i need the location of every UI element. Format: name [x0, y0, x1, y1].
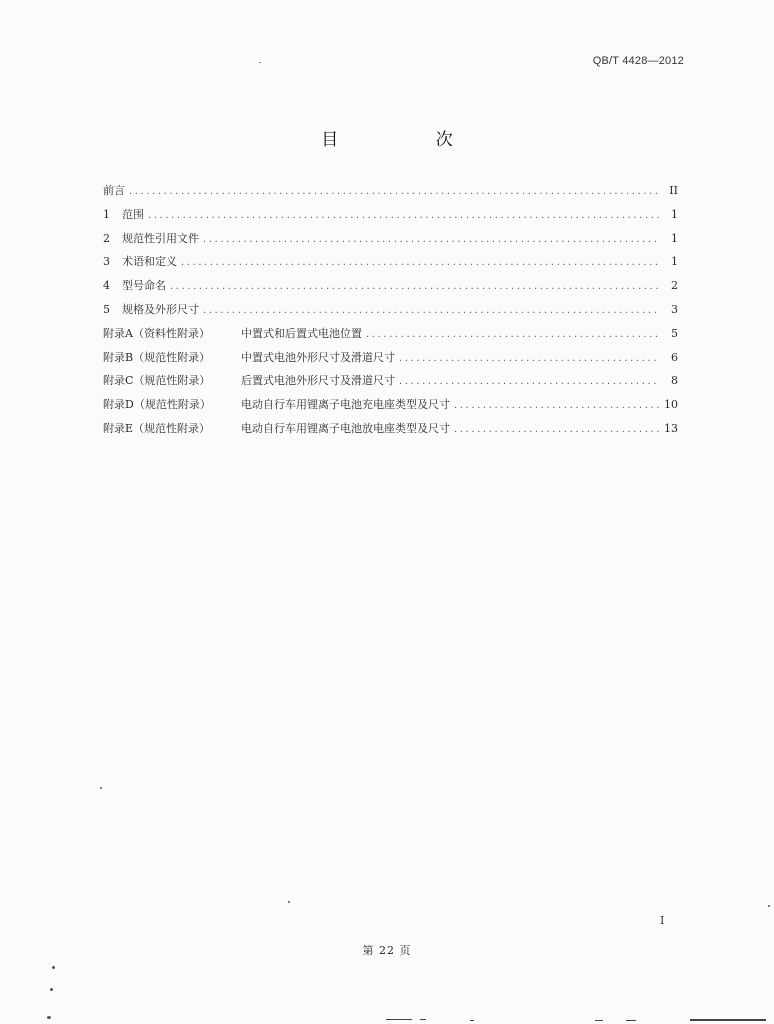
toc-entry-number: 1	[103, 207, 110, 221]
toc-entry-annex-c[interactable]	[103, 374, 678, 398]
toc-entry-number: 附录B（规范性附录）	[103, 350, 211, 364]
toc-entry-normative-references[interactable]	[103, 232, 678, 256]
toc-leader-dots	[203, 233, 660, 247]
toc-entry-scope[interactable]	[103, 208, 678, 232]
toc-entry-number: 附录E（规范性附录）	[103, 421, 211, 435]
toc-leader-dots	[399, 352, 660, 366]
scan-line	[595, 1020, 603, 1021]
scan-speck	[50, 988, 53, 991]
toc-entry-page: 5	[671, 326, 678, 340]
scan-line	[386, 1019, 412, 1020]
roman-page-number: I	[660, 914, 665, 927]
toc-entry-annex-d[interactable]	[103, 398, 678, 422]
toc-entry-annex-b[interactable]	[103, 351, 678, 375]
toc-leader-dots	[454, 399, 660, 413]
toc-entry-foreword[interactable]	[103, 184, 678, 208]
toc-leader-dots	[129, 185, 660, 199]
toc-entry-label: 范围	[122, 207, 144, 221]
scan-line	[470, 1020, 474, 1021]
table-of-contents	[103, 184, 678, 446]
toc-entry-annex-e[interactable]	[103, 422, 678, 446]
toc-leader-dots	[181, 256, 660, 270]
toc-entry-number: 附录D（规范性附录）	[103, 398, 211, 412]
scan-line	[626, 1020, 636, 1021]
toc-entry-label: 规范性引用文件	[122, 231, 199, 245]
toc-entry-number: 4	[103, 279, 110, 293]
toc-entry-page: 1	[671, 207, 678, 221]
toc-entry-page: 2	[671, 279, 678, 293]
toc-entry-page: II	[669, 184, 678, 197]
toc-entry-number: 2	[103, 231, 110, 245]
toc-entry-label: 规格及外形尺寸	[122, 302, 199, 316]
toc-leader-dots	[454, 423, 660, 437]
toc-entry-label: 型号命名	[122, 279, 166, 293]
toc-entry-label: 前言	[103, 184, 125, 197]
toc-entry-label: 术语和定义	[122, 255, 177, 269]
toc-leader-dots	[399, 375, 660, 389]
toc-entry-annex-a[interactable]	[103, 327, 678, 351]
scan-speck	[47, 1016, 51, 1019]
toc-entry-label: 后置式电池外形尺寸及滑道尺寸	[241, 374, 395, 388]
scan-speck	[768, 905, 770, 907]
scan-speck	[288, 901, 290, 903]
scan-speck	[52, 966, 55, 969]
toc-entry-model-naming[interactable]	[103, 279, 678, 303]
scan-line	[420, 1019, 426, 1020]
toc-entry-terms-definitions[interactable]	[103, 255, 678, 279]
toc-entry-number: 附录A（资料性附录）	[103, 326, 210, 340]
toc-entry-number: 附录C（规范性附录）	[103, 374, 211, 388]
toc-entry-page: 1	[671, 255, 678, 269]
toc-entry-page: 10	[664, 398, 678, 412]
toc-leader-dots	[148, 209, 660, 223]
footer-page-label: 第 22 页	[362, 944, 412, 957]
toc-entry-specifications[interactable]	[103, 303, 678, 327]
toc-entry-page: 3	[671, 302, 678, 316]
toc-leader-dots	[366, 328, 660, 342]
toc-leader-dots	[170, 280, 660, 294]
toc-entry-label: 电动自行车用锂离子电池充电座类型及尺寸	[241, 398, 450, 412]
toc-entry-number: 5	[103, 302, 110, 316]
toc-entry-label: 电动自行车用锂离子电池放电座类型及尺寸	[241, 421, 450, 435]
toc-entry-page: 13	[664, 421, 678, 435]
toc-entry-label: 中置式和后置式电池位置	[241, 326, 362, 340]
toc-leader-dots	[203, 304, 660, 318]
scan-speck	[259, 62, 261, 63]
toc-entry-page: 8	[671, 374, 678, 388]
scan-speck	[100, 787, 102, 789]
page-title: 目 次	[321, 130, 499, 150]
toc-entry-number: 3	[103, 255, 110, 269]
toc-entry-label: 中置式电池外形尺寸及滑道尺寸	[241, 350, 395, 364]
standard-code: QB/T 4428—2012	[592, 55, 684, 67]
toc-entry-page: 1	[671, 231, 678, 245]
scan-line	[690, 1019, 766, 1021]
toc-entry-page: 6	[671, 350, 678, 364]
